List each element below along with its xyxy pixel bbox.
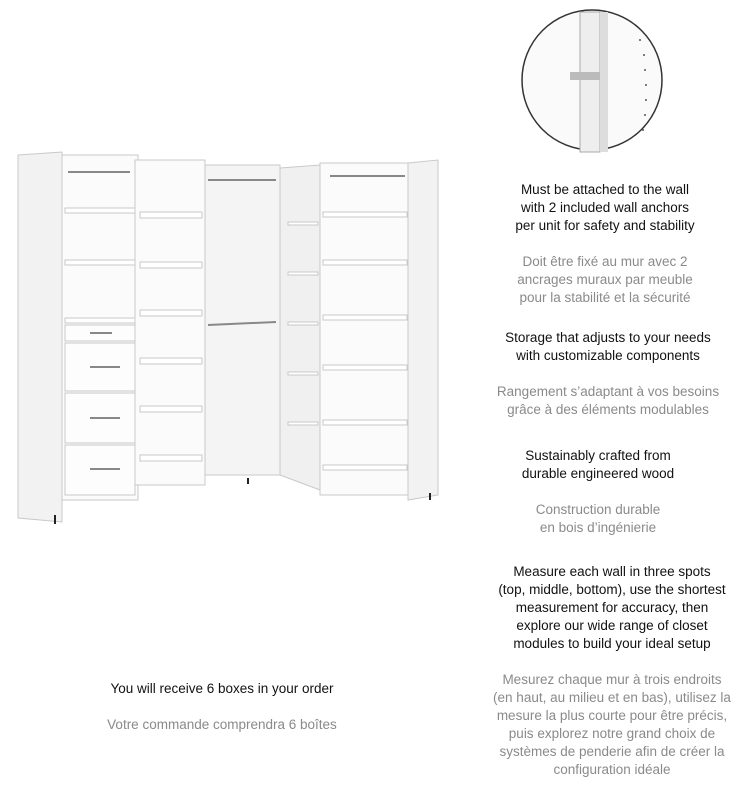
closet-unit: [18, 152, 438, 524]
feature-text-fr: Construction durable en bois d’ingénierie: [535, 502, 661, 535]
boxes-text-fr: Votre commande comprendra 6 boîtes: [107, 717, 337, 732]
wall-anchor-detail-circle: [522, 10, 662, 152]
feature-engineered-wood: [438, 429, 755, 555]
boxes-note: [62, 662, 382, 752]
feature-text-en: Must be attached to the wall with 2 included wall anchors per unit for safety and stability: [515, 182, 695, 233]
feature-measure-walls: [442, 545, 755, 797]
feature-wall-anchors: [445, 163, 755, 325]
boxes-text-en: You will receive 6 boxes in your order: [110, 681, 334, 696]
feature-text-fr: Doit être fixé au mur avec 2 ancrages muraux par meuble pour la stabilité et la sécurité: [517, 254, 693, 305]
feature-text-en: Storage that adjusts to your needs with customizable components: [505, 330, 711, 363]
feature-text-fr: Rangement s’adaptant à vos besoins grâce à des éléments modulables: [496, 384, 720, 417]
feature-text-fr: Mesurez chaque mur à trois endroits (en haut, au milieu et en bas), utilisez la mesure la plus courte pour être précis, puis explorez notre grand choix de systèmes de penderie afin de créer la configuration idéale: [493, 672, 731, 777]
feature-text-en: Measure each wall in three spots (top, middle, bottom), use the shortest measurement for accuracy, then explore our wide range of closet modules to build your ideal setup: [498, 564, 726, 651]
feature-text-en: Sustainably crafted from durable engineered wood: [521, 448, 675, 481]
feature-adjustable-storage: [448, 311, 755, 437]
